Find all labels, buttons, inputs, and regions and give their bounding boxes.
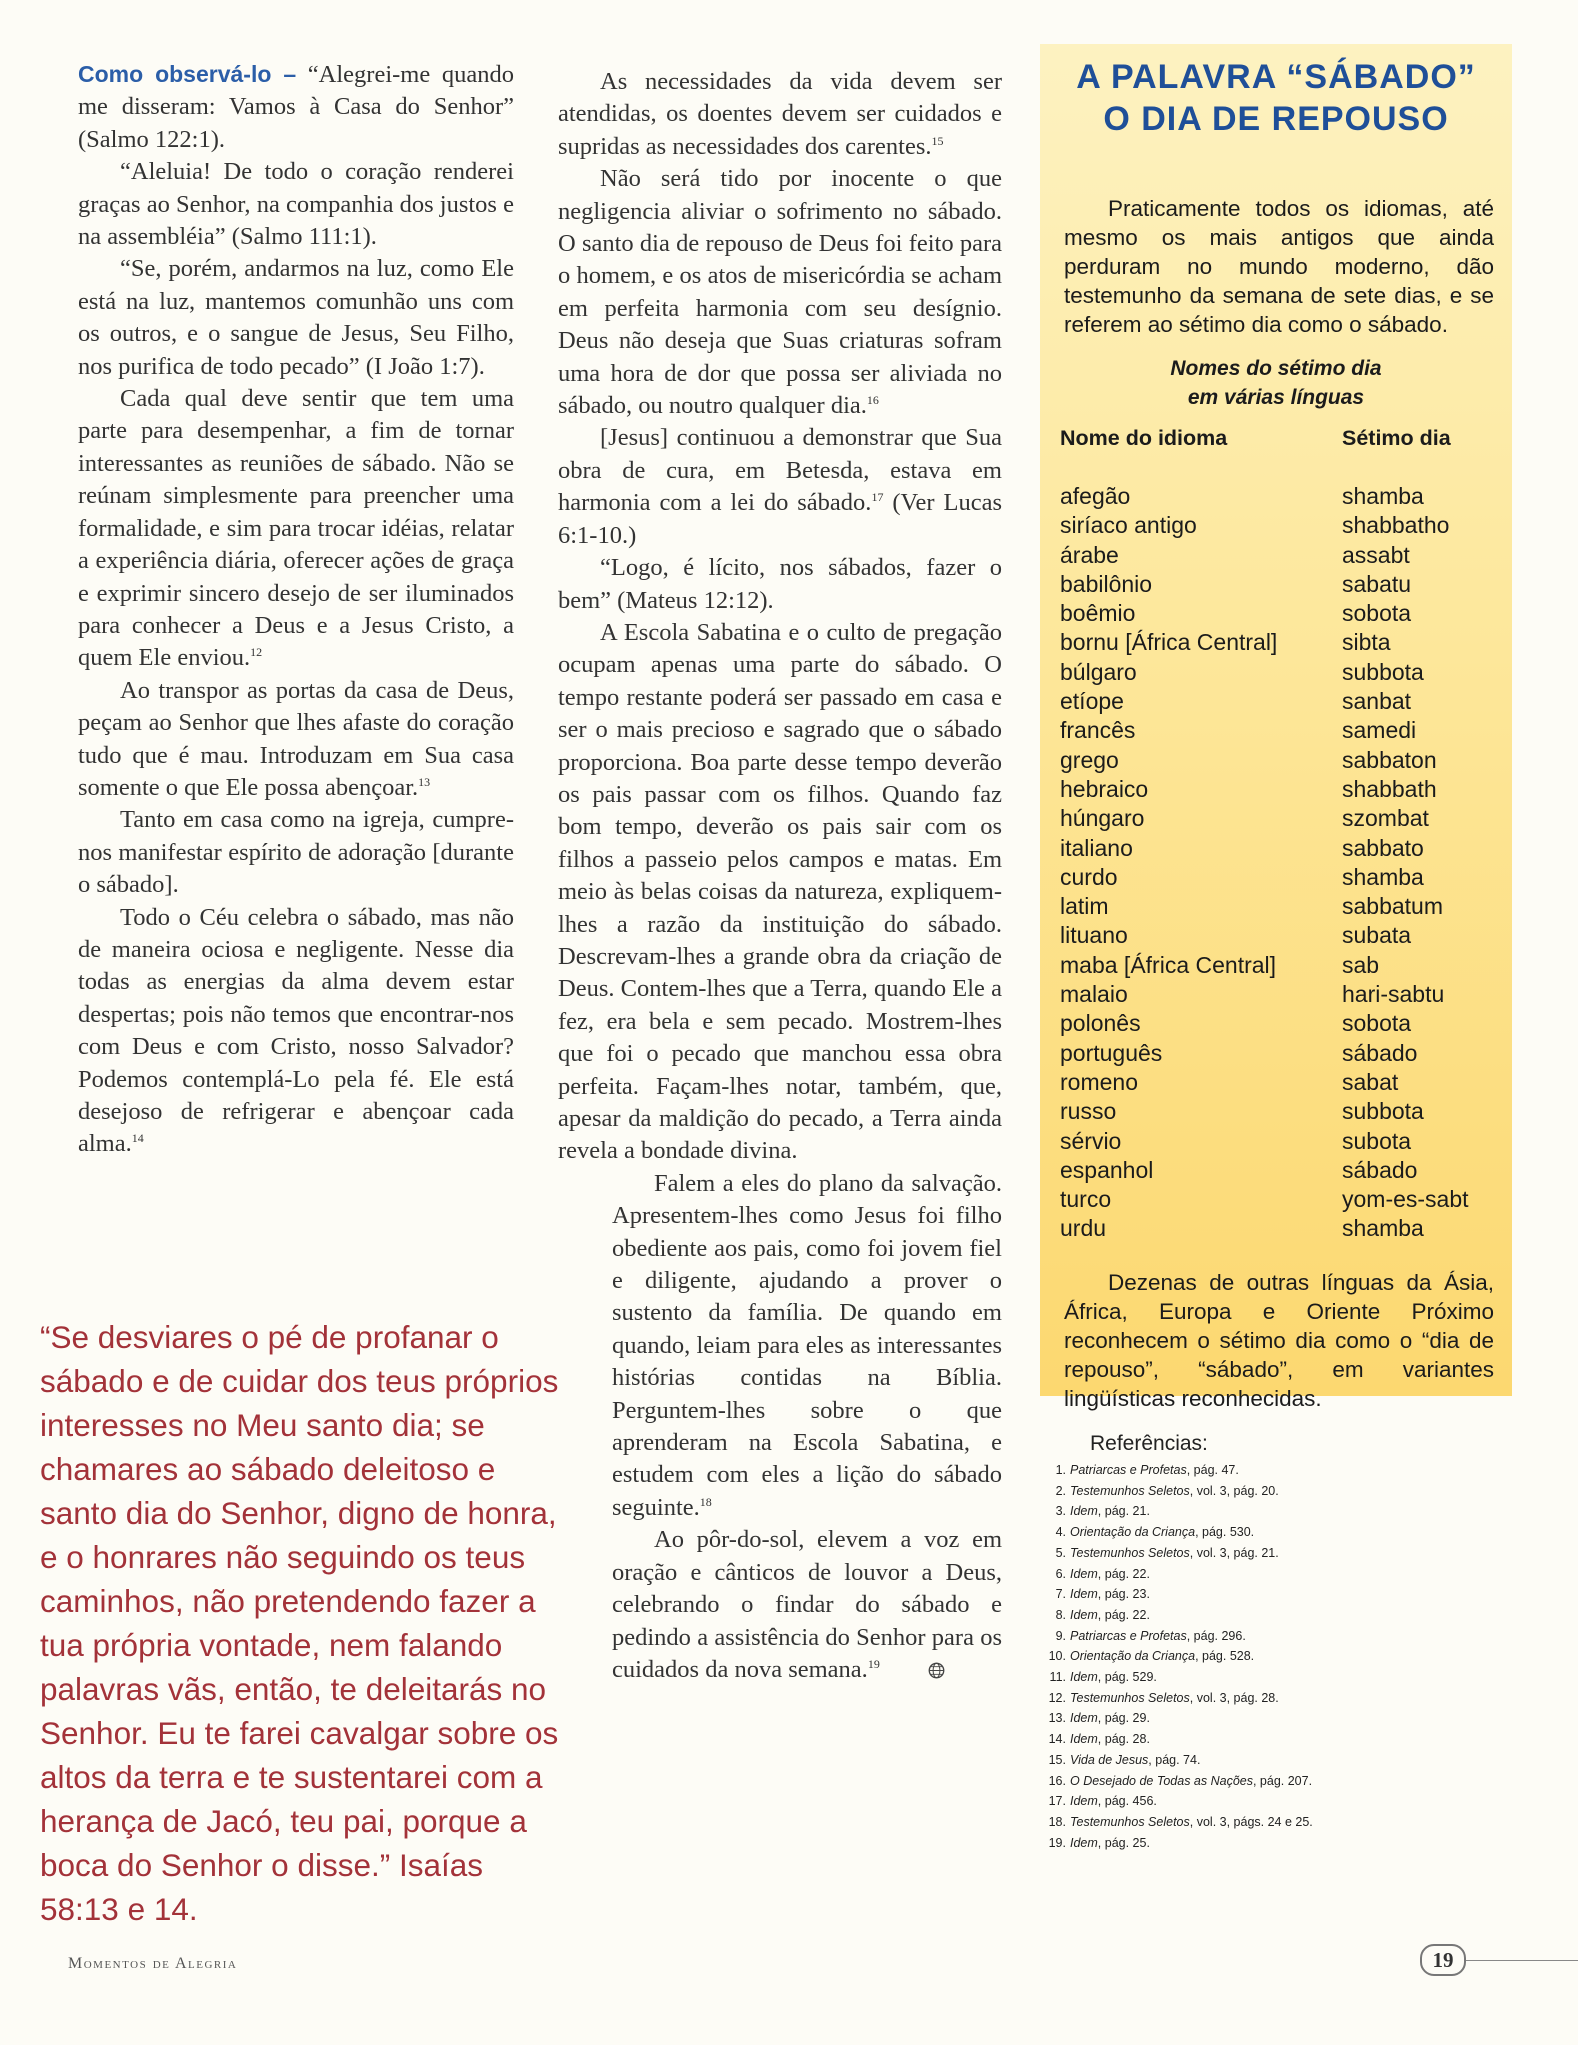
reference-item	[1044, 1750, 1504, 1771]
language-name: árabe	[1060, 541, 1119, 568]
reference-item	[1044, 1791, 1504, 1812]
language-row	[1060, 951, 1500, 980]
footnote-ref: 15	[931, 133, 944, 148]
reference-page: , pág. 530.	[1195, 1525, 1255, 1540]
language-name: turco	[1060, 1186, 1112, 1213]
seventh-day-name: shamba	[1342, 483, 1424, 509]
reference-work: Idem	[1070, 1732, 1098, 1747]
language-name: lituano	[1060, 922, 1128, 949]
reference-work: Patriarcas e Profetas	[1070, 1628, 1187, 1643]
reference-work: Idem	[1070, 1794, 1098, 1809]
language-row	[1060, 1009, 1500, 1038]
reference-number: 8.	[1055, 1607, 1066, 1622]
seventh-day-name: sobota	[1342, 600, 1412, 627]
language-name: espanhol	[1060, 1156, 1154, 1183]
language-name: latim	[1060, 893, 1109, 920]
reference-item	[1044, 1688, 1504, 1709]
reference-item	[1044, 1667, 1504, 1688]
seventh-day-name: sábado	[1342, 1156, 1418, 1183]
language-row	[1060, 628, 1500, 657]
reference-page: , pág. 47.	[1186, 1463, 1239, 1477]
language-name: búlgaro	[1060, 658, 1137, 685]
magazine-title: Momentos de Alegria	[68, 1955, 238, 1972]
seventh-day-name: shabbath	[1342, 775, 1437, 802]
reference-number: 2.	[1055, 1483, 1066, 1498]
sidebar-title-line: O DIA DE REPOUSO	[1103, 100, 1449, 138]
reference-number: 1.	[1055, 1463, 1066, 1477]
reference-number: 10.	[1048, 1649, 1066, 1664]
reference-number: 3.	[1055, 1504, 1066, 1519]
language-name: urdu	[1060, 1215, 1107, 1242]
reference-work: Testemunhos Seletos	[1070, 1690, 1190, 1705]
reference-work: Idem	[1070, 1587, 1098, 1602]
language-row	[1060, 892, 1500, 921]
language-name: boêmio	[1060, 600, 1136, 627]
paragraph: A Escola Sabatina e o culto de pregação ocupam apenas uma parte do sábado. O tempo restante poderá ser passado em casa e ser o mais precioso e sagrado que o sábado proporciona. Boa parte desse tempo deverão os pais passar com os filhos. Quando faz bom tempo, deverão os pais sair com os filhos a passeio pelos campos e matas. Em meio às belas coisas da natureza, expliquem-lhes a razão da instituição do sábado. Descrevam-lhes a grande obra da criação de Deus. Contem-lhes que a Terra, quando Ele a fez, era bela e sem pecado. Mostrem-lhes que foi o pecado que manchou essa obra perfeita. Façam-lhes notar, também, que, apesar da maldição do pecado, a Terra ainda revela a bondade divina.	[558, 618, 1002, 1165]
reference-page: , pág. 25.	[1097, 1835, 1150, 1850]
paragraph	[558, 422, 1002, 552]
reference-page: , pág. 529.	[1097, 1670, 1157, 1685]
text-column-left	[78, 58, 514, 1161]
references-title: Referências:	[1090, 1432, 1208, 1455]
paragraph-text: (Ver Lucas 6:1-10.)	[558, 489, 1003, 549]
reference-page: , vol. 3, pág. 28.	[1189, 1690, 1279, 1705]
language-row	[1060, 1097, 1500, 1126]
language-row	[1060, 1068, 1500, 1097]
language-row	[1060, 1127, 1500, 1156]
reference-item	[1044, 1812, 1504, 1833]
reference-work: Idem	[1070, 1835, 1098, 1850]
language-row	[1060, 775, 1500, 804]
paragraph: “Aleluia! De todo o coração renderei graças ao Senhor, na companhia dos justos e na assembléia” (Salmo 111:1).	[78, 158, 514, 251]
page-number: 19	[1420, 1944, 1466, 1976]
reference-item	[1044, 1833, 1504, 1854]
reference-number: 17.	[1048, 1794, 1066, 1809]
language-name: bornu [África Central]	[1060, 629, 1278, 656]
paragraph-text: Ao pôr-do-sol, elevem a voz em oração e cânticos de louvor a Deus, celebrando o findar do sábado e pedindo a assistência do Senhor para os cuidados da nova semana.	[612, 1526, 1002, 1683]
paragraph: “Logo, é lícito, nos sábados, fazer o bem” (Mateus 12:12).	[558, 554, 1002, 614]
seventh-day-name: sabatu	[1342, 570, 1412, 597]
language-table	[1060, 482, 1500, 1244]
language-row	[1060, 511, 1500, 540]
footnote-ref: 18	[699, 1494, 712, 1509]
language-name: húngaro	[1060, 805, 1145, 832]
language-name: grego	[1060, 746, 1119, 773]
reference-item	[1044, 1501, 1504, 1522]
paragraph: “Se, porém, andarmos na luz, como Ele está na luz, mantemos comunhão uns com os outros, e o sangue de Jesus, Seu Filho, nos purifica de todo pecado” (I João 1:7).	[78, 255, 514, 380]
seventh-day-name: sobota	[1342, 1010, 1412, 1037]
reference-page: , vol. 3, págs. 24 e 25.	[1189, 1814, 1313, 1829]
seventh-day-name: shamba	[1342, 1215, 1424, 1242]
seventh-day-name: sábado	[1342, 1039, 1418, 1066]
reference-number: 7.	[1055, 1587, 1066, 1602]
paragraph	[612, 1524, 1002, 1686]
language-row	[1060, 863, 1500, 892]
reference-item	[1044, 1646, 1504, 1667]
column-header-seventh-day: Sétimo dia	[1342, 426, 1451, 450]
language-name: etíope	[1060, 688, 1124, 715]
reference-item	[1044, 1605, 1504, 1626]
language-name: afegão	[1060, 483, 1131, 509]
reference-work: Idem	[1070, 1670, 1098, 1685]
sidebar-subtitle-line: em várias línguas	[1187, 386, 1365, 409]
reference-work: Idem	[1070, 1566, 1098, 1581]
reference-page: , pág. 22.	[1097, 1607, 1150, 1622]
paragraph-text: Todo o Céu celebra o sábado, mas não de maneira ociosa e negligente. Nesse dia todas as energias da alma devem estar despertas; pois não temos que encontrar-nos com Deus e com Cristo, nosso Salvador? Podemos contemplá-Lo pela fé. Ele está desejoso de refrigerar e abençoar cada alma.	[78, 903, 514, 1158]
paragraph-text: Falem a eles do plano da salvação. Apresentem-lhes como Jesus foi filho obediente aos pais, como foi jovem fiel e diligente, ajudando a prover o sustento da família. De quando em quando, leiam para eles as interessantes histórias contidas na Bíblia. Perguntem-lhes sobre o que aprenderam na Escola Sabatina, e estudem com eles a lição do sábado seguinte.	[612, 1169, 1002, 1521]
reference-page: , pág. 28.	[1097, 1732, 1150, 1747]
language-name: russo	[1060, 1098, 1117, 1125]
seventh-day-name: subbota	[1342, 658, 1424, 685]
reference-page: , pág. 22.	[1097, 1566, 1150, 1581]
sidebar-box	[1040, 44, 1512, 1411]
section-lead: Como observá-lo –	[78, 61, 297, 87]
paragraph: Tanto em casa como na igreja, cumpre-nos manifestar espírito de adoração [durante o sábado].	[78, 806, 514, 899]
footnote-ref: 16	[866, 393, 879, 408]
reference-work: Testemunhos Seletos	[1070, 1814, 1190, 1829]
reference-item	[1044, 1626, 1504, 1647]
reference-item	[1044, 1584, 1504, 1605]
reference-item	[1044, 1481, 1504, 1502]
language-row	[1060, 1214, 1500, 1243]
paragraph	[558, 66, 1002, 163]
language-row	[1060, 687, 1500, 716]
reference-number: 6.	[1055, 1566, 1066, 1581]
seventh-day-name: sanbat	[1342, 688, 1412, 715]
seventh-day-name: shamba	[1342, 863, 1424, 890]
language-row	[1060, 804, 1500, 833]
seventh-day-name: sibta	[1342, 629, 1391, 656]
reference-work: O Desejado de Todas as Nações	[1070, 1773, 1253, 1788]
reference-number: 14.	[1048, 1732, 1066, 1747]
language-row	[1060, 746, 1500, 775]
seventh-day-name: subata	[1342, 922, 1412, 949]
paragraph-text: As necessidades da vida devem ser atendidas, os doentes devem ser cuidados e supridas as necessidades dos carentes.	[558, 68, 1002, 160]
footnote-ref: 17	[871, 490, 884, 505]
language-row	[1060, 834, 1500, 863]
language-row	[1060, 1039, 1500, 1068]
language-row	[1060, 570, 1500, 599]
paragraph-text: [Jesus] continuou a demonstrar que Sua obra de cura, em Betesda, estava em harmonia com a lei do sábado.	[558, 424, 1002, 517]
language-row	[1060, 1185, 1500, 1214]
reference-work: Patriarcas e Profetas	[1070, 1463, 1187, 1477]
language-name: sérvio	[1060, 1127, 1122, 1154]
paragraph-text: Cada qual deve sentir que tem uma parte para desempenhar, a fim de tornar interessantes as reuniões de sábado. Não se reúnam simplesmente para preencher uma formalidade, e sim para trocar idéias, relatar a experiência diária, oferecer ações de graça e exprimir sincero desejo de ser iluminados para conhecer a Deus e a Jesus Cristo, a quem Ele enviou.	[78, 385, 514, 672]
language-name: polonês	[1060, 1010, 1141, 1037]
reference-item	[1044, 1522, 1504, 1543]
reference-number: 13.	[1048, 1711, 1066, 1726]
seventh-day-name: yom-es-sabt	[1342, 1186, 1469, 1213]
reference-work: Testemunhos Seletos	[1070, 1483, 1190, 1498]
reference-work: Idem	[1070, 1711, 1098, 1726]
reference-number: 11.	[1049, 1670, 1066, 1685]
seventh-day-name: shabbatho	[1342, 512, 1450, 539]
language-name: siríaco antigo	[1060, 512, 1197, 539]
reference-work: Idem	[1070, 1504, 1098, 1519]
reference-page: , pág. 21.	[1097, 1504, 1150, 1519]
seventh-day-name: samedi	[1342, 717, 1417, 744]
language-row	[1060, 716, 1500, 745]
reference-item	[1044, 1460, 1504, 1481]
reference-item	[1044, 1543, 1504, 1564]
sidebar-subtitle	[1040, 354, 1512, 412]
language-name: curdo	[1060, 863, 1118, 890]
language-name: malaio	[1060, 981, 1128, 1008]
reference-item	[1044, 1771, 1504, 1792]
reference-page: , pág. 456.	[1097, 1794, 1157, 1809]
reference-number: 5.	[1055, 1545, 1066, 1560]
language-name: português	[1060, 1039, 1163, 1066]
language-name: hebraico	[1060, 775, 1149, 802]
references-list	[1044, 1460, 1504, 1853]
reference-number: 16.	[1048, 1773, 1066, 1788]
sidebar-title-line: A PALAVRA “SÁBADO”	[1076, 58, 1476, 96]
reference-page: , vol. 3, pág. 20.	[1189, 1483, 1279, 1498]
paragraph	[78, 902, 514, 1161]
seventh-day-name: subota	[1342, 1127, 1412, 1154]
reference-page: , pág. 23.	[1097, 1587, 1150, 1602]
sidebar-subtitle-line: Nomes do sétimo dia	[1170, 357, 1382, 380]
reference-number: 18.	[1048, 1814, 1066, 1829]
footnote-ref: 19	[867, 1656, 880, 1671]
seventh-day-name: assabt	[1342, 541, 1410, 568]
sidebar-outro: Dezenas de outras línguas da Ásia, África, Europa e Oriente Próximo reconhecem o sétimo dia como o “dia de repouso”, “sábado”, em variantes lingüísticas reconhecidas.	[1064, 1270, 1494, 1411]
language-row	[1060, 541, 1500, 570]
paragraph	[78, 675, 514, 805]
reference-page: , vol. 3, pág. 21.	[1189, 1545, 1279, 1560]
footer-rule	[1466, 1960, 1578, 1961]
language-row	[1060, 980, 1500, 1009]
reference-item	[1044, 1708, 1504, 1729]
references	[1044, 1432, 1504, 1853]
reference-number: 4.	[1055, 1525, 1066, 1540]
language-name: babilônio	[1060, 570, 1153, 597]
paragraph-text: Ao transpor as portas da casa de Deus, peçam ao Senhor que lhes afaste do coração tudo que é mau. Introduzam em Sua casa somente o que Ele possa abençoar.	[78, 676, 514, 801]
reference-number: 15.	[1048, 1752, 1066, 1767]
paragraph-text: Não será tido por inocente o que negligencia aliviar o sofrimento no sábado. O santo dia de repouso de Deus foi feito para o homem, e os atos de misericórdia se acham em perfeita harmonia com seu desígnio. Deus não deseja que Suas criaturas sofram uma hora de dor que possa ser aliviada no sábado, ou noutro qualquer dia.	[558, 165, 1002, 420]
column-header-language: Nome do idioma	[1060, 426, 1228, 450]
language-row	[1060, 482, 1500, 511]
language-name: romeno	[1060, 1068, 1138, 1095]
footnote-ref: 12	[250, 645, 263, 660]
reference-number: 9.	[1055, 1628, 1066, 1643]
globe-icon	[886, 1656, 903, 1673]
language-row	[1060, 599, 1500, 628]
reference-work: Idem	[1070, 1607, 1098, 1622]
reference-work: Orientação da Criança	[1070, 1525, 1196, 1540]
pull-quote	[40, 1315, 560, 1931]
reference-work: Vida de Jesus	[1070, 1752, 1149, 1767]
language-row	[1060, 921, 1500, 950]
paragraph	[78, 58, 514, 156]
language-name: italiano	[1060, 834, 1133, 861]
language-row	[1060, 658, 1500, 687]
paragraph-text: “Alegrei-me quando me disseram: Vamos à Casa do Senhor” (Salmo 122:1).	[78, 61, 515, 153]
reference-work: Testemunhos Seletos	[1070, 1545, 1190, 1560]
language-name: maba [África Central]	[1060, 951, 1277, 978]
quote-text: “Se desviares o pé de profanar o sábado e de cuidar dos teus próprios interesses no Meu santo dia; se chamares ao sábado deleitoso e santo dia do Senhor, digno de honra, e o honrares não seguindo os teus caminhos, não pretendendo fazer a tua própria vontade, nem falando palavras vãs, então, te deleitarás no Senhor. Eu te farei cavalgar sobre os altos da terra e te sustentarei com a herança de Jacó, teu pai, porque a boca do Senhor o disse.” Isaías 58:13 e 14.	[40, 1319, 559, 1927]
reference-page: , pág. 29.	[1097, 1711, 1150, 1726]
language-name: francês	[1060, 717, 1136, 744]
paragraph	[558, 163, 1002, 422]
reference-number: 12.	[1048, 1690, 1066, 1705]
sidebar-title	[1040, 56, 1512, 140]
narrow-block	[612, 1168, 1002, 1687]
text-column-middle	[558, 66, 1002, 1686]
reference-page: , pág. 74.	[1148, 1752, 1201, 1767]
seventh-day-name: szombat	[1342, 805, 1429, 832]
sidebar-intro: Praticamente todos os idiomas, até mesmo os mais antigos que ainda perduram no mundo moderno, dão testemunho da semana de sete dias, e se referem ao sétimo dia como o sábado.	[1064, 196, 1494, 337]
seventh-day-name: sab	[1342, 951, 1380, 978]
seventh-day-name: sabbato	[1342, 834, 1424, 861]
reference-item	[1044, 1729, 1504, 1750]
seventh-day-name: subbota	[1342, 1098, 1424, 1125]
footnote-ref: 13	[418, 774, 431, 789]
reference-page: , pág. 207.	[1252, 1773, 1313, 1788]
reference-page: , pág. 528.	[1195, 1649, 1255, 1664]
paragraph	[78, 383, 514, 675]
seventh-day-name: sabbaton	[1342, 746, 1437, 773]
reference-number: 19.	[1048, 1835, 1066, 1850]
reference-item	[1044, 1564, 1504, 1585]
paragraph	[612, 1168, 1002, 1524]
seventh-day-name: sabbatum	[1342, 893, 1444, 920]
reference-page: , pág. 296.	[1186, 1628, 1246, 1643]
footnote-ref: 14	[131, 1131, 144, 1146]
seventh-day-name: sabat	[1342, 1068, 1399, 1095]
seventh-day-name: hari-sabtu	[1342, 981, 1445, 1008]
language-row	[1060, 1156, 1500, 1185]
reference-work: Orientação da Criança	[1070, 1649, 1196, 1664]
